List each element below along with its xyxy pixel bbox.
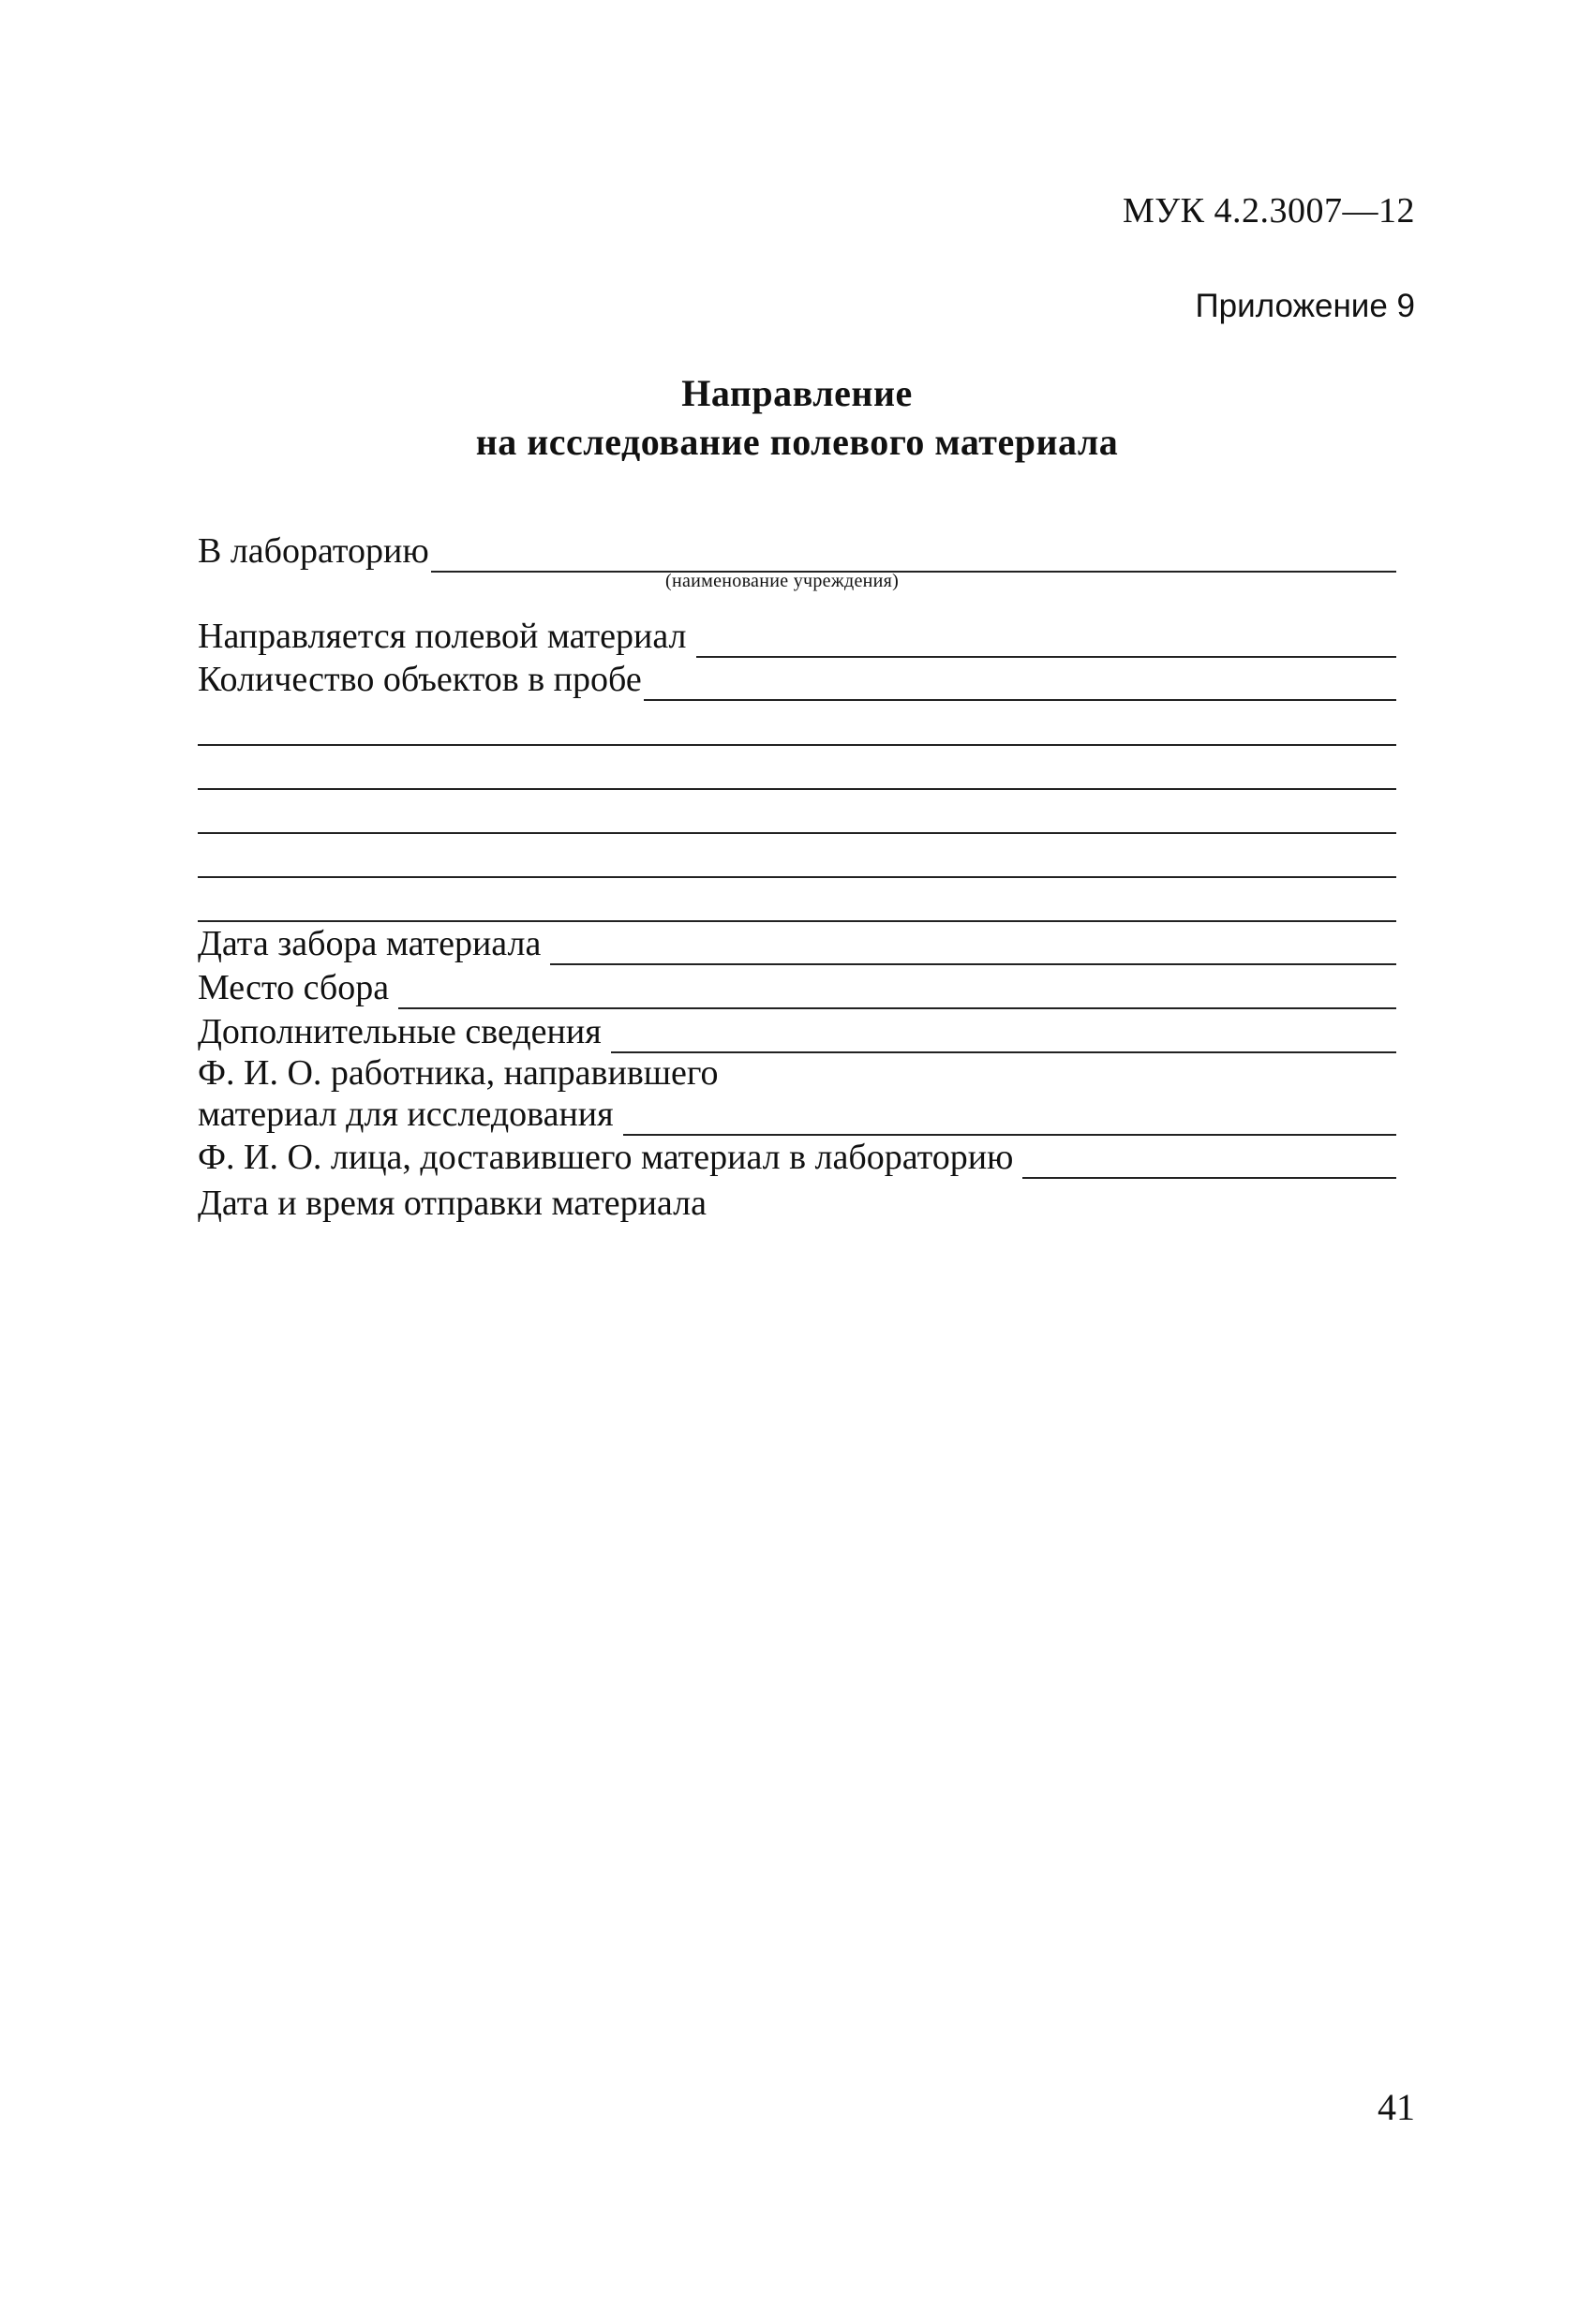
form-subtitle: на исследование полевого материала — [475, 421, 1119, 463]
laboratory-row — [198, 528, 1396, 573]
laboratory-label: В лабораторию — [198, 531, 429, 571]
material-row — [198, 613, 1396, 658]
collection-place-field[interactable] — [398, 962, 1396, 1009]
blank-line[interactable] — [198, 832, 1396, 834]
object-count-field[interactable] — [644, 654, 1396, 701]
courier-field[interactable] — [1022, 1132, 1396, 1179]
collection-date-field[interactable] — [550, 918, 1396, 965]
sender-label-line1: Ф. И. О. работника, направившего — [198, 1053, 719, 1093]
material-field[interactable] — [696, 611, 1397, 658]
laboratory-caption: (наименование учреждения) — [665, 571, 900, 591]
sender-label-line2: материал для исследования — [198, 1095, 614, 1134]
blank-line[interactable] — [198, 876, 1396, 878]
additional-info-label: Дополнительные сведения — [198, 1012, 602, 1051]
material-label: Направляется полевой материал — [198, 617, 687, 656]
collection-place-row — [198, 964, 1396, 1009]
sender-row — [198, 1091, 1396, 1136]
blank-line[interactable] — [198, 788, 1396, 790]
courier-label: Ф. И. О. лица, доставившего материал в лабораторию — [198, 1138, 1014, 1177]
document-code: МУК 4.2.3007—12 — [1122, 191, 1415, 231]
additional-info-row — [198, 1008, 1396, 1053]
dispatch-datetime-label: Дата и время отправки материала — [198, 1184, 707, 1223]
courier-row — [198, 1134, 1396, 1179]
laboratory-field[interactable] — [431, 526, 1396, 573]
page-number: 41 — [1378, 2086, 1415, 2128]
object-count-row — [198, 656, 1396, 701]
object-count-label: Количество объектов в пробе — [198, 660, 642, 699]
form-title: Направление — [681, 372, 913, 414]
collection-date-row — [198, 920, 1396, 965]
blank-line[interactable] — [198, 744, 1396, 746]
appendix-label: Приложение 9 — [1195, 288, 1415, 324]
sender-field[interactable] — [623, 1089, 1396, 1136]
collection-date-label: Дата забора материала — [198, 924, 542, 963]
collection-place-label: Место сбора — [198, 968, 390, 1007]
additional-info-field[interactable] — [611, 1006, 1396, 1053]
